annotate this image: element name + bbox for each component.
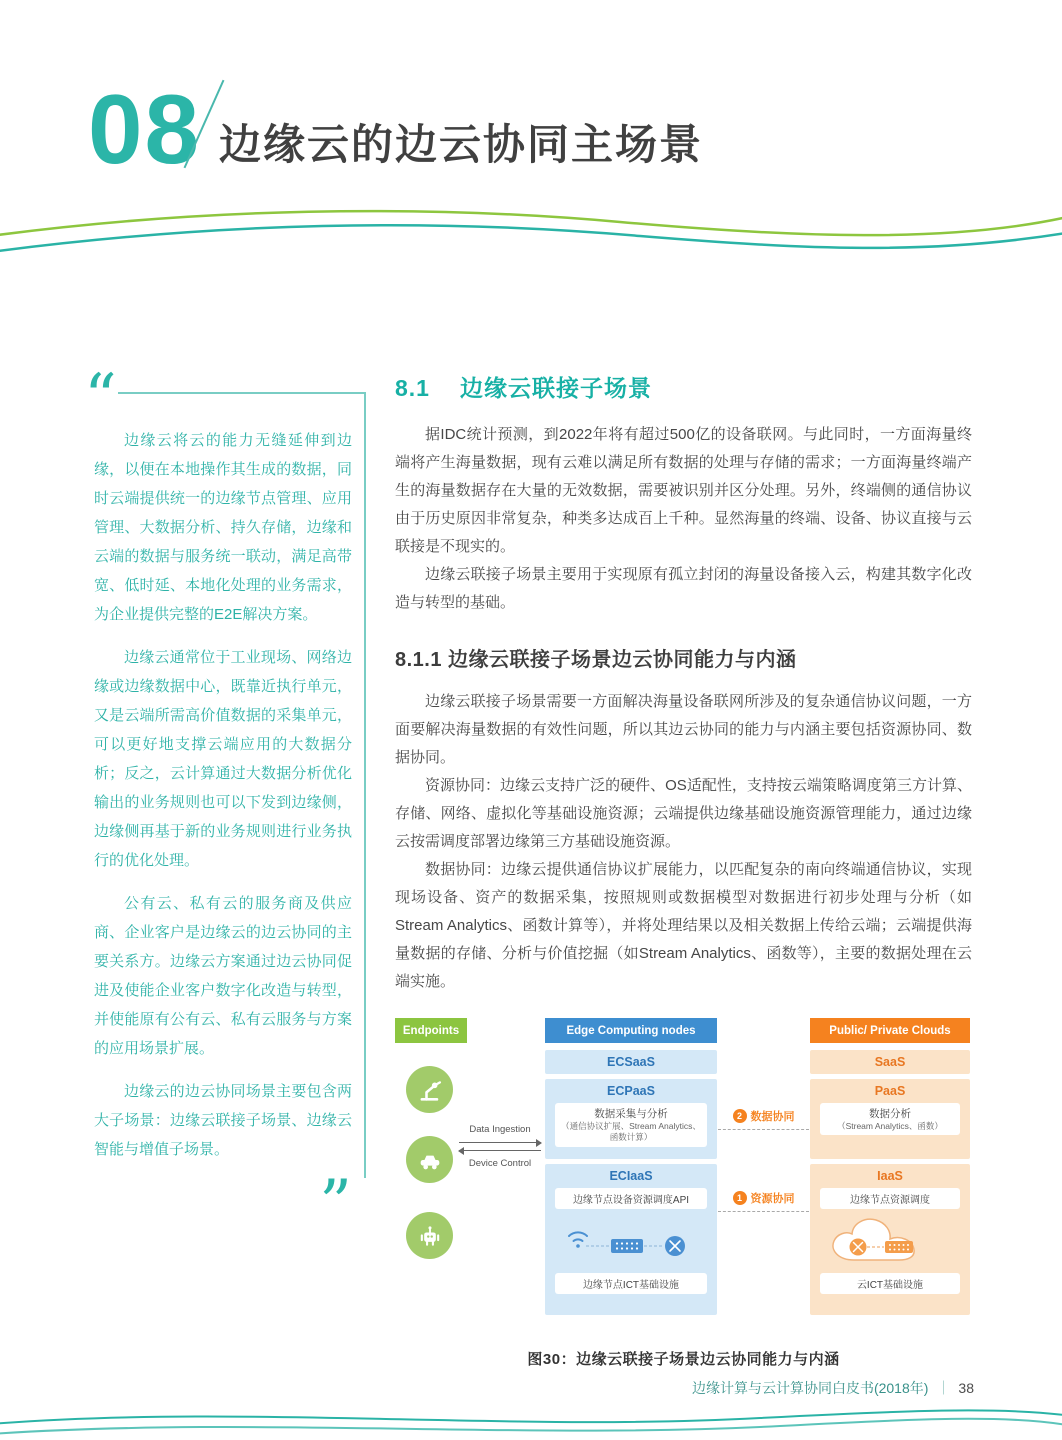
chapter-header [88,73,704,184]
page-number: 38 [958,1380,974,1396]
resource-collaboration-text: 资源协同 [750,1193,795,1205]
body-paragraph: 边缘云联接子场景需要一方面解决海量设备联网所涉及的复杂通信协议问题，一方面要解决海量数据的有效性问题，所以其边云协同的能力与内涵主要包括资源协同、数据协同。 [395,693,972,766]
subsection-paragraphs [395,688,972,996]
body-paragraph: 数据协同：边缘云提供通信协议扩展能力，以匹配复杂的南向终端通信协议，实现现场设备、资产的数据采集，按照规则或数据模型对数据进行初步处理与分析（如Stream Analytics、函数计算等），并将处理结果以及相关数据上传给云端；云端提供海量数据的存储、分析与价值挖掘（如Stream Analytics、函数等），主要的数据处理在云端实施。 [395,861,972,990]
saas-tier: SaaS [810,1050,970,1074]
badge-2-icon: 2 [733,1109,747,1123]
dashed-connector-line [718,1211,809,1212]
resource-collaboration-label [718,1190,809,1206]
top-wave-decoration [0,192,1062,264]
edge-ict-infra-box: 边缘节点ICT基础设施 [555,1273,707,1294]
cloud-ict-infra-box: 云ICT基础设施 [820,1273,960,1294]
edge-network-icons [556,1210,706,1268]
paas-capability-sub: （Stream Analytics、函数） [837,1121,943,1131]
data-collaboration-text: 数据协同 [750,1111,795,1123]
badge-1-icon: 1 [733,1191,747,1205]
chapter-number: 08 [88,73,202,184]
ecpaas-capability-title: 数据采集与分析 [594,1108,668,1120]
ecsaas-tier: ECSaaS [545,1050,717,1074]
ecpaas-capability-box [555,1103,707,1147]
ecpaas-label: ECPaaS [607,1084,655,1098]
body-paragraph: 据IDC统计预测，到2022年将有超过500亿的设备联网。与此同时，一方面海量终端将产生海量数据，现有云难以满足所有数据的处理与存储的需求；一方面海量终端产生的海量数据存在大量的无效数据，需要被识别并区分处理。另外，终端侧的通信协议由于历史原因非常复杂，种类多达成百上千种。显然海量的终端、设备、协议直接与云联接是不现实的。 [395,426,972,555]
paas-tier [810,1079,970,1159]
car-icon [406,1136,453,1183]
iaas-label: IaaS [877,1169,903,1183]
data-ingestion-label: Data Ingestion [469,1124,531,1135]
quote-paragraph: 边缘云将云的能力无缝延伸到边缘，以便在本地操作其生成的数据，同时云端提供统一的边缘节点管理、应用管理、大数据分析、持久存储，边缘和云端的数据与服务统一联动，满足高带宽、低时延、本地化处理的业务需求，为企业提供完整的E2E解决方案。 [94,432,352,623]
section-title: 边缘云联接子场景 [459,375,652,401]
edge-computing-nodes-header: Edge Computing nodes [545,1018,717,1043]
page-footer [692,1378,974,1398]
quote-sidebar [84,361,366,1241]
paas-capability-box [820,1103,960,1135]
quote-paragraph: 公有云、私有云的服务商及供应商、企业客户是边缘云的边云协同的主要关系方。边缘云方案通过边云协同促进及使能企业客户数字化改造与转型，并使能原有公有云、私有云服务与方案的应用场景扩展。 [94,895,352,1057]
eciaas-label: ECIaaS [609,1169,653,1183]
bottom-wave-decoration [0,1398,1062,1440]
data-collaboration-label [718,1108,809,1124]
quote-paragraph: 边缘云的边云协同场景主要包含两大子场景：边缘云联接子场景、边缘云智能与增值子场景。 [94,1083,352,1158]
quote-paragraphs [94,426,352,1164]
figure-caption: 图30：边缘云联接子场景边云协同能力与内涵 [527,1351,840,1368]
edge-column [545,1050,717,1315]
main-content [395,370,972,1369]
ecpaas-capability-sub: （通信协议扩展、Stream Analytics、函数计算） [561,1121,701,1143]
footer-title: 边缘计算与云计算协同白皮书(2018年) [691,1380,929,1396]
resource-collaboration-connector [718,1190,809,1212]
iaas-scheduling-box: 边缘节点资源调度 [820,1188,960,1209]
endpoints-header: Endpoints [395,1018,467,1043]
robot-icon [406,1212,453,1259]
chapter-title: 边缘云的边云协同主场景 [219,121,704,168]
flow-arrows [457,1124,543,1169]
body-paragraph: 边缘云联接子场景主要用于实现原有孤立封闭的海量设备接入云，构建其数字化改造与转型的基础。 [395,566,972,611]
robot-arm-icon [406,1066,453,1113]
cloud-column [810,1050,970,1315]
iaas-tier [810,1164,970,1315]
eciaas-api-box: 边缘节点设备资源调度API [555,1188,707,1209]
cloud-network-icons [820,1210,960,1268]
section-heading [395,370,972,403]
section-number: 8.1 [395,375,430,401]
subsection-heading: 8.1.1 边缘云联接子场景边云协同能力与内涵 [395,649,797,671]
open-quote-icon: “ [84,361,117,435]
close-quote-icon: ” [319,1167,352,1241]
eciaas-tier [545,1164,717,1315]
quote-paragraph: 边缘云通常位于工业现场、网络边缘或边缘数据中心，既靠近执行单元，又是云端所需高价值数据的采集单元，可以更好地支撑云端应用的大数据分析；反之，云计算通过大数据分析优化输出的业务规则也可以下发到边缘侧，边缘侧再基于新的业务规则进行业务执行的优化处理。 [94,649,352,869]
body-paragraph: 资源协同：边缘云支持广泛的硬件、OS适配性，支持按云端策略调度第三方计算、存储、网络、虚拟化等基础设施资源；云端提供边缘基础设施资源管理能力，通过边缘云按需调度部署边缘第三方基础设施资源。 [395,777,972,850]
data-collaboration-connector [718,1108,809,1130]
dashed-connector-line [718,1129,809,1130]
device-control-arrow-icon [459,1150,541,1151]
data-ingestion-arrow-icon [459,1142,541,1143]
device-control-label: Device Control [468,1158,532,1169]
ecpaas-tier [545,1079,717,1159]
figure-30-diagram [395,1018,972,1318]
public-private-clouds-header: Public/ Private Clouds [810,1018,970,1043]
paas-capability-title: 数据分析 [869,1108,911,1120]
section-paragraphs [395,421,972,617]
footer-separator: ｜ [936,1380,951,1396]
paas-label: PaaS [874,1084,906,1098]
